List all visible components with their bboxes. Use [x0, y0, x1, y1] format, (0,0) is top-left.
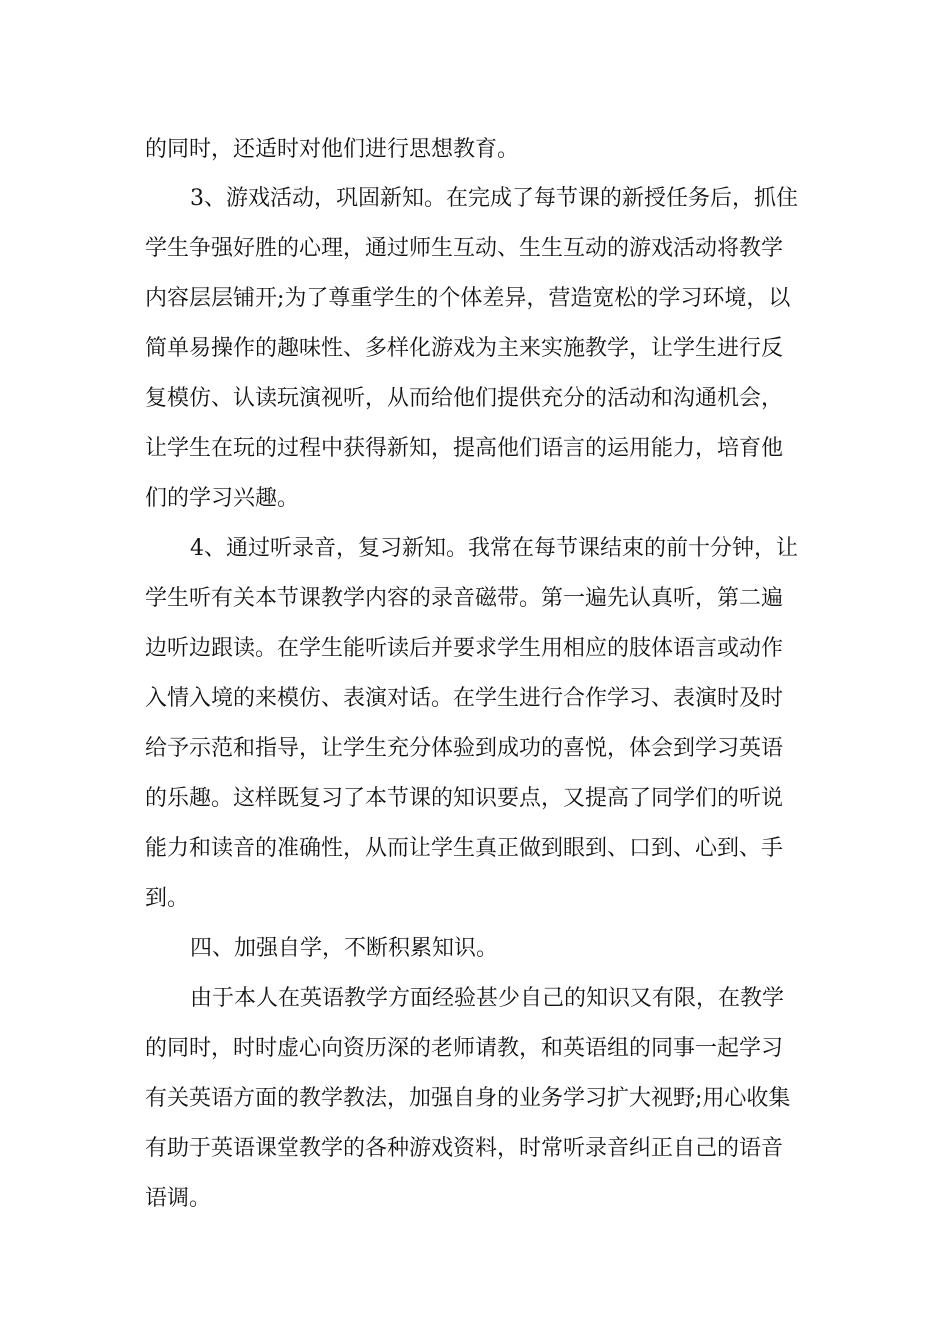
text-line: 到。: [145, 886, 190, 911]
paragraph-first-line: 由于本人在英语教学方面经验甚少自己的知识又有限，在教学: [190, 986, 785, 1011]
paragraph-heading-3: 3、游戏活动，巩固新知。在完成了每节课的新授任务后，抓住: [190, 186, 798, 211]
text-line: 学生争强好胜的心理，通过师生互动、生生互动的游戏活动将教学: [145, 236, 784, 261]
text-line: 们的学习兴趣。: [145, 486, 300, 511]
text-line: 有助于英语课堂教学的各种游戏资料，时常听录音纠正自己的语音: [145, 1136, 784, 1161]
paragraph-heading-4: 4、通过听录音，复习新知。我常在每节课结束的前十分钟，让: [190, 536, 798, 561]
text-line: 边听边跟读。在学生能听读后并要求学生用相应的肢体语言或动作: [145, 636, 784, 661]
text-line: 的同时，还适时对他们进行思想教育。: [145, 137, 520, 162]
text-line: 的同时，时时虚心向资历深的老师请教，和英语组的同事一起学习: [145, 1036, 784, 1061]
text-line: 的乐趣。这样既复习了本节课的知识要点，又提高了同学们的听说: [145, 786, 784, 811]
text-line: 让学生在玩的过程中获得新知，提高他们语言的运用能力，培育他: [145, 436, 784, 461]
text-line: 能力和读音的准确性，从而让学生真正做到眼到、口到、心到、手: [145, 836, 784, 861]
text-line: 内容层层铺开;为了尊重学生的个体差异，营造宽松的学习环境，以: [145, 286, 791, 311]
text-line: 语调。: [145, 1186, 212, 1211]
section-heading-four: 四、加强自学，不断积累知识。: [190, 936, 499, 961]
text-line: 简单易操作的趣味性、多样化游戏为主来实施教学，让学生进行反: [145, 336, 784, 361]
text-line: 给予示范和指导，让学生充分体验到成功的喜悦，体会到学习英语: [145, 736, 784, 761]
text-line: 学生听有关本节课教学内容的录音磁带。第一遍先认真听，第二遍: [145, 586, 784, 611]
text-line: 入情入境的来模仿、表演对话。在学生进行合作学习、表演时及时: [145, 686, 784, 711]
text-line: 复模仿、认读玩演视听，从而给他们提供充分的活动和沟通机会，: [145, 386, 784, 411]
text-line: 有关英语方面的教学教法，加强自身的业务学习扩大视野;用心收集: [145, 1086, 791, 1111]
